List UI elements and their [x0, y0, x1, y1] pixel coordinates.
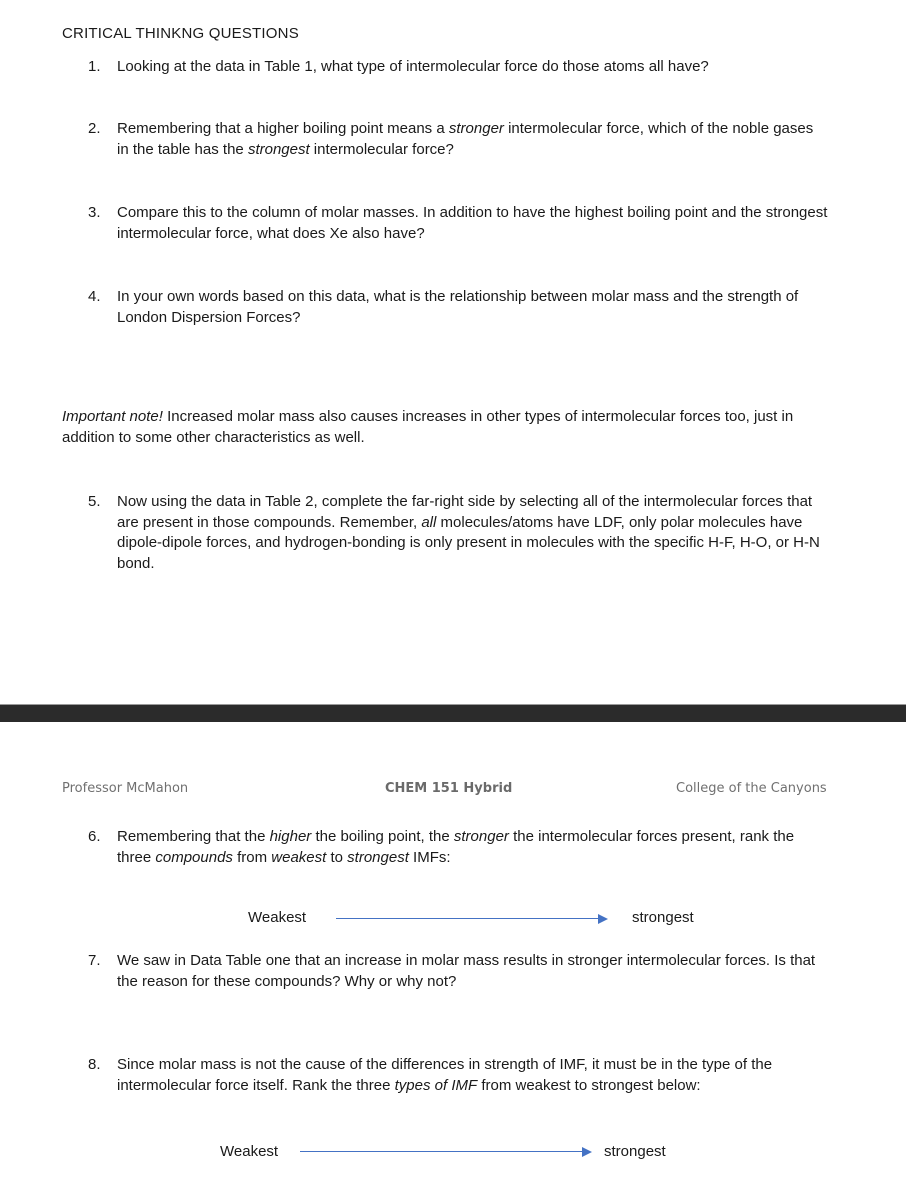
text-run: Since molar mass is not the cause of the differences in strength of IMF, it must be in the type of the intermolecular force itself. Rank the three [117, 1056, 773, 1094]
weak-to-strong-arrow [300, 1147, 592, 1157]
text-run: In your own words based on this data, what is the relationship between molar mass and the strength of London Dispersion Forces? [117, 288, 799, 326]
question-number: 5. [88, 493, 101, 510]
italic-emphasis: stronger [453, 828, 509, 845]
text-run: Remembering that a higher boiling point means a [117, 120, 449, 137]
footer-professor: Professor McMahon [62, 781, 189, 796]
question-text [117, 827, 828, 868]
page-separator [0, 704, 906, 722]
question-7 [88, 951, 828, 992]
text-run: the intermolecular forces present, rank the three [117, 828, 795, 866]
rank-strongest-label: strongest [604, 1143, 666, 1160]
footer-college: College of the Canyons [676, 781, 827, 796]
worksheet-page-2 [0, 722, 906, 1198]
section-heading: CRITICAL THINKNG QUESTIONS [62, 25, 299, 42]
question-number: 3. [88, 204, 101, 221]
text-run: Compare this to the column of molar masses. In addition to have the highest boiling point and the strongest intermolecular force, what does Xe also have? [117, 204, 828, 242]
text-run: Remembering that the [117, 828, 270, 845]
italic-emphasis: types of IMF [394, 1076, 478, 1094]
question-number: 7. [88, 952, 101, 969]
text-run: intermolecular force? [309, 140, 454, 158]
rank-weakest-label: Weakest [248, 909, 307, 926]
question-text [117, 1055, 828, 1096]
text-run: from weakest to strongest below: [477, 1076, 701, 1094]
question-2 [88, 119, 828, 160]
rank-weakest-label: Weakest [220, 1143, 279, 1160]
italic-emphasis: stronger [448, 120, 504, 137]
italic-emphasis: all [421, 513, 437, 531]
text-run: Increased molar mass also causes increases in other types of intermolecular forces too, just in addition to some other characteristics as well. [62, 408, 794, 446]
text-run: molecules/atoms have LDF, only polar molecules have dipole-dipole forces, and hydrogen-bonding is only present in molecules with the specific H-F, H-O, or H-N bond. [117, 513, 820, 572]
weak-to-strong-arrow [336, 914, 608, 924]
important-note [62, 407, 822, 448]
text-run: the boiling point, the [311, 828, 454, 845]
question-5 [88, 492, 828, 574]
question-text [117, 951, 828, 992]
text-run: We saw in Data Table one that an increase in molar mass results in stronger intermolecular forces. Is that the reason for these compounds? Why or why not? [117, 952, 816, 990]
question-text [117, 119, 828, 160]
italic-emphasis: strongest [247, 140, 310, 158]
question-text [117, 57, 828, 78]
question-text [117, 203, 828, 244]
question-8 [88, 1055, 828, 1096]
question-number: 4. [88, 288, 101, 305]
question-1 [88, 57, 828, 78]
text-run: Looking at the data in Table 1, what type of intermolecular force do those atoms all have? [117, 58, 709, 75]
question-number: 1. [88, 58, 101, 75]
question-6 [88, 827, 828, 868]
italic-emphasis: compounds [155, 848, 233, 866]
question-text [117, 287, 828, 328]
italic-emphasis: Important note! [62, 408, 163, 425]
italic-emphasis: strongest [347, 848, 409, 866]
italic-emphasis: higher [269, 828, 312, 845]
question-number: 2. [88, 120, 101, 137]
text-run: IMFs: [408, 848, 451, 866]
question-text [117, 492, 828, 574]
question-3 [88, 203, 828, 244]
rank-strongest-label: strongest [632, 909, 694, 926]
italic-emphasis: weakest [271, 848, 327, 866]
text-run: intermolecular force, which of the noble gases in the table has the [117, 120, 814, 158]
question-4 [88, 287, 828, 328]
question-number: 6. [88, 828, 101, 845]
footer-course: CHEM 151 Hybrid [385, 781, 513, 796]
question-number: 8. [88, 1056, 101, 1073]
text-run: from [232, 848, 272, 866]
text-run: Now using the data in Table 2, complete the far-right side by selecting all of the intermolecular forces that are present in those compounds. Remember, [117, 493, 813, 531]
text-run: to [326, 848, 348, 866]
